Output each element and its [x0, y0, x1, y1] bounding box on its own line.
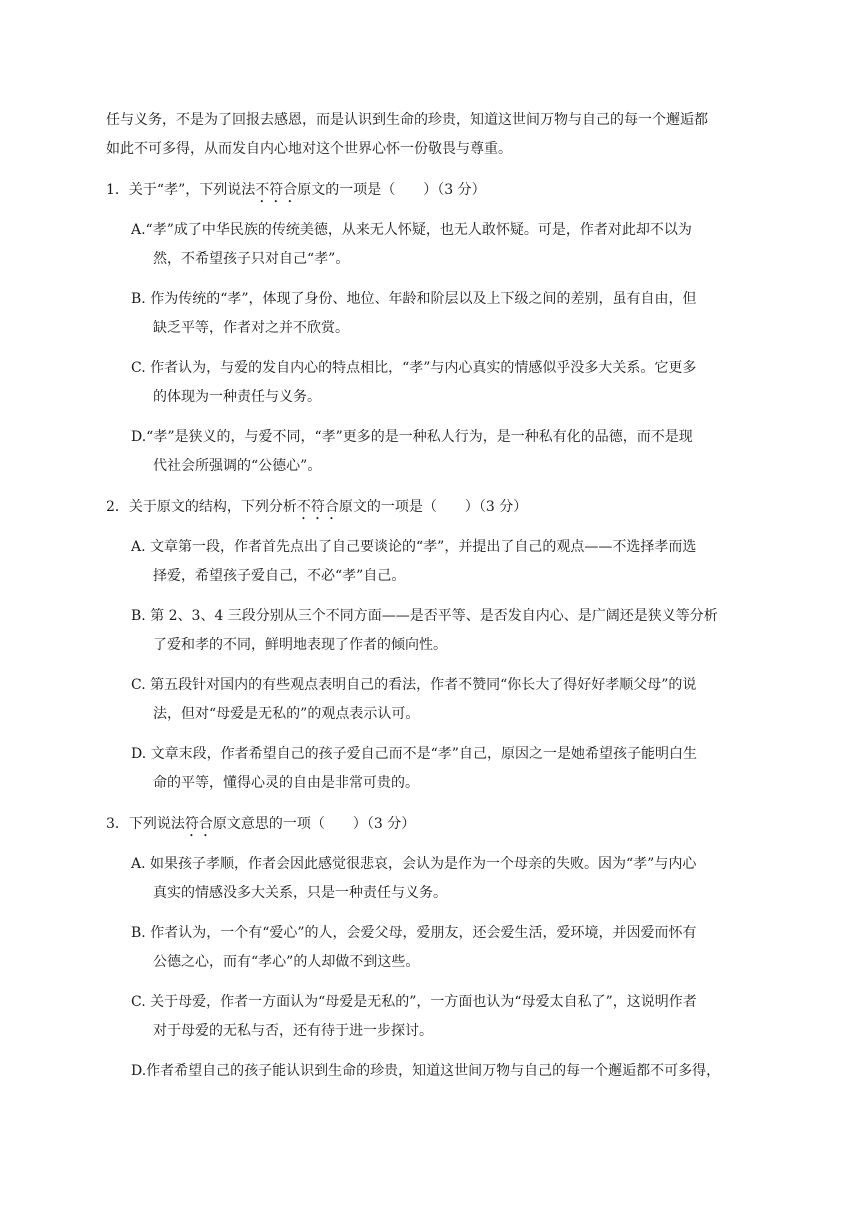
- q3-option-c-line-1: C. 关于母爱，作者一方面认为“母爱是无私的”，一方面也认为“母爱太自私了”，这说明作者: [131, 994, 697, 1010]
- q3-option-a-line-2: 真实的情感没多大关系，只是一种责任与义务。: [153, 885, 447, 901]
- q1-option-a-line-2: 然，不希望孩子只对自己“孝”。: [153, 251, 350, 267]
- q2-option-c-line-2: 法，但对“母爱是无私的”的观点表示认可。: [153, 706, 420, 722]
- question-2-stem-post: 原文的一项是（ ）（3 分）: [338, 499, 528, 515]
- q1-option-a-line-1: A.“孝”成了中华民族的传统美德，从来无人怀疑，也无人敢怀疑。可是，作者对此却不以为: [131, 222, 692, 238]
- q2-option-a-line-2: 择爱，希望孩子爱自己，不必“孝”自己。: [153, 568, 406, 584]
- q2-option-b-line-1: B. 第 2、3、4 三段分别从三个不同方面——是否平等、是否发自内心、是广阔还是狭义等分析: [131, 608, 718, 624]
- q3-option-b-line-1: B. 作者认为，一个有“爱心”的人，会爱父母，爱朋友，还会爱生活，爱环境，并因爱而怀有: [131, 925, 697, 941]
- question-2-stem: [106, 497, 527, 523]
- q2-option-d-line-2: 命的平等，懂得心灵的自由是非常可贵的。: [153, 775, 419, 791]
- intro-line-2: 如此不可多得，从而发自内心地对这个世界心怀一份敬畏与尊重。: [106, 141, 512, 157]
- q1-option-c-line-2: 的体现为一种责任与义务。: [153, 389, 321, 405]
- q2-option-b-line-2: 了爱和孝的不同，鲜明地表现了作者的倾向性。: [153, 637, 447, 653]
- q1-option-d-line-1: D.“孝”是狭义的，与爱不同，“孝”更多的是一种私人行为，是一种私有化的品德，而不是现: [131, 429, 693, 445]
- q2-option-a-line-1: A. 文章第一段，作者首先点出了自己要谈论的“孝”，并提出了自己的观点——不选择孝而选: [131, 539, 697, 555]
- question-3-emphasis: 符合: [184, 816, 213, 832]
- q1-option-c-line-1: C. 作者认为，与爱的发自内心的特点相比，“孝”与内心真实的情感似乎没多大关系。它更多: [131, 360, 697, 376]
- q1-option-b-line-2: 缺乏平等，作者对之并不欣赏。: [153, 320, 349, 336]
- question-1-stem-post: 原文的一项是（ ）（3 分）: [297, 182, 486, 198]
- question-3-stem: [106, 814, 415, 840]
- q3-option-a-line-1: A. 如果孩子孝顺，作者会因此感觉很悲哀，会认为是作为一个母亲的失败。因为“孝”与内心: [131, 856, 697, 872]
- question-1-stem: [106, 180, 486, 206]
- q1-option-d-line-2: 代社会所强调的“公德心”。: [153, 458, 322, 474]
- q3-option-c-line-2: 对于母爱的无私与否，还有待于进一步探讨。: [153, 1023, 433, 1039]
- q2-option-c-line-1: C. 第五段针对国内的有些观点表明自己的看法，作者不赞同“你长大了得好好孝顺父母”的说: [131, 677, 697, 693]
- q2-option-d-line-1: D. 文章末段，作者希望自己的孩子爱自己而不是“孝”自己，原因之一是她希望孩子能明白生: [131, 746, 697, 762]
- q3-option-b-line-2: 公德之心，而有“孝心”的人却做不到这些。: [153, 954, 420, 970]
- q1-option-b-line-1: B. 作为传统的“孝”，体现了身份、地位、年龄和阶层以及上下级之间的差别，虽有自由，但: [131, 291, 697, 307]
- question-3-stem-post: 原文意思的一项（ ）（3 分）: [212, 816, 416, 832]
- question-2-stem-pre: 2．关于原文的结构，下列分析: [106, 499, 297, 515]
- intro-line-1: 任与义务，不是为了回报去感恩，而是认识到生命的珍贵，知道这世间万物与自己的每一个邂逅都: [106, 112, 708, 128]
- question-1-emphasis: 不符合: [255, 182, 298, 198]
- q3-option-d-line-1: D.作者希望自己的孩子能认识到生命的珍贵，知道这世间万物与自己的每一个邂逅都不可多得，: [131, 1063, 721, 1079]
- question-1-stem-pre: 1．关于“孝”，下列说法: [106, 182, 256, 198]
- question-3-stem-pre: 3．下列说法: [106, 816, 185, 832]
- question-2-emphasis: 不符合: [296, 499, 339, 515]
